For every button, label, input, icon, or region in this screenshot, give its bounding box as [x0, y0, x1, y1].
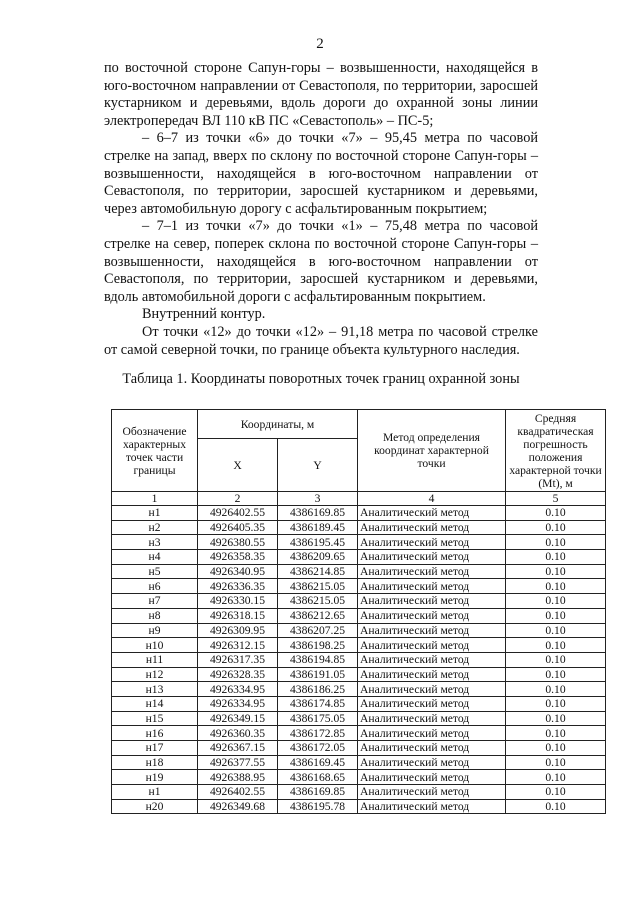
- y-coordinate-cell: 4386169.45: [278, 755, 358, 770]
- x-coordinate-cell: 4926312.15: [198, 638, 278, 653]
- y-coordinate-cell: 4386209.65: [278, 550, 358, 565]
- method-cell: Аналитический метод: [358, 755, 506, 770]
- y-coordinate-cell: 4386195.78: [278, 799, 358, 814]
- table-row: [112, 652, 606, 667]
- x-coordinate-cell: 4926317.35: [198, 652, 278, 667]
- x-coordinate-cell: 4926334.95: [198, 682, 278, 697]
- table-row: [112, 741, 606, 756]
- point-name-cell: н2: [112, 520, 198, 535]
- error-cell: 0.10: [506, 535, 606, 550]
- paragraph: по восточной стороне Сапун-горы – возвышенности, находящейся в юго-восточном направлении от Севастополя, по территории, заросшей кустарником и деревьями, вдоль дороги до охранной зоны линии электропередач ВЛ 110 кВ ПС «Севастополь» – ПС-5;: [104, 60, 538, 129]
- table-row: [112, 667, 606, 682]
- method-cell: Аналитический метод: [358, 726, 506, 741]
- x-coordinate-cell: 4926349.68: [198, 799, 278, 814]
- point-name-cell: н8: [112, 608, 198, 623]
- table-row: [112, 726, 606, 741]
- method-cell: Аналитический метод: [358, 638, 506, 653]
- header-y: Y: [278, 439, 358, 492]
- y-coordinate-cell: 4386215.05: [278, 579, 358, 594]
- y-coordinate-cell: 4386175.05: [278, 711, 358, 726]
- point-name-cell: н18: [112, 755, 198, 770]
- point-name-cell: н12: [112, 667, 198, 682]
- y-coordinate-cell: 4386195.45: [278, 535, 358, 550]
- point-name-cell: н11: [112, 652, 198, 667]
- x-coordinate-cell: 4926405.35: [198, 520, 278, 535]
- x-coordinate-cell: 4926309.95: [198, 623, 278, 638]
- y-coordinate-cell: 4386189.45: [278, 520, 358, 535]
- method-cell: Аналитический метод: [358, 594, 506, 609]
- method-cell: Аналитический метод: [358, 682, 506, 697]
- error-cell: 0.10: [506, 623, 606, 638]
- y-coordinate-cell: 4386191.05: [278, 667, 358, 682]
- point-name-cell: н3: [112, 535, 198, 550]
- point-name-cell: н9: [112, 623, 198, 638]
- table-row: [112, 623, 606, 638]
- y-coordinate-cell: 4386214.85: [278, 564, 358, 579]
- method-cell: Аналитический метод: [358, 550, 506, 565]
- error-cell: 0.10: [506, 608, 606, 623]
- point-name-cell: н1: [112, 506, 198, 521]
- table-row: [112, 799, 606, 814]
- table-row: [112, 755, 606, 770]
- table-row: [112, 638, 606, 653]
- paragraph: – 6–7 из точки «6» до точки «7» – 95,45 метра по часовой стрелке на запад, вверх по склону по восточной стороне Сапун-горы – возвышенности, находящейся в юго-восточном направлении от Севастополя, по территории, заросшей кустарником и деревьями, через автомобильную дорогу с асфальтированным покрытием;: [104, 130, 538, 217]
- header-error: Средняя квадратическая погрешность положения характерной точки (Mt), м: [506, 410, 606, 492]
- table-row: [112, 785, 606, 800]
- column-number: 5: [506, 492, 606, 506]
- error-cell: 0.10: [506, 770, 606, 785]
- point-name-cell: н16: [112, 726, 198, 741]
- coordinates-table: [111, 409, 606, 814]
- error-cell: 0.10: [506, 564, 606, 579]
- x-coordinate-cell: 4926340.95: [198, 564, 278, 579]
- y-coordinate-cell: 4386212.65: [278, 608, 358, 623]
- page-number: 2: [316, 36, 324, 52]
- column-number: 3: [278, 492, 358, 506]
- x-coordinate-cell: 4926380.55: [198, 535, 278, 550]
- table-row: [112, 608, 606, 623]
- header-x: X: [198, 439, 278, 492]
- method-cell: Аналитический метод: [358, 506, 506, 521]
- x-coordinate-cell: 4926360.35: [198, 726, 278, 741]
- error-cell: 0.10: [506, 638, 606, 653]
- y-coordinate-cell: 4386198.25: [278, 638, 358, 653]
- method-cell: Аналитический метод: [358, 535, 506, 550]
- point-name-cell: н7: [112, 594, 198, 609]
- point-name-cell: н10: [112, 638, 198, 653]
- error-cell: 0.10: [506, 579, 606, 594]
- table-row: [112, 770, 606, 785]
- method-cell: Аналитический метод: [358, 799, 506, 814]
- error-cell: 0.10: [506, 506, 606, 521]
- method-cell: Аналитический метод: [358, 785, 506, 800]
- error-cell: 0.10: [506, 520, 606, 535]
- header-designation: Обозначение характерных точек части границы: [112, 410, 198, 492]
- y-coordinate-cell: 4386186.25: [278, 682, 358, 697]
- table-row: [112, 594, 606, 609]
- column-number: 1: [112, 492, 198, 506]
- table-row: [112, 696, 606, 711]
- table-caption: Таблица 1. Координаты поворотных точек границ охранной зоны: [122, 371, 520, 387]
- x-coordinate-cell: 4926349.15: [198, 711, 278, 726]
- method-cell: Аналитический метод: [358, 608, 506, 623]
- error-cell: 0.10: [506, 652, 606, 667]
- x-coordinate-cell: 4926367.15: [198, 741, 278, 756]
- error-cell: 0.10: [506, 682, 606, 697]
- error-cell: 0.10: [506, 667, 606, 682]
- x-coordinate-cell: 4926377.55: [198, 755, 278, 770]
- paragraph: – 7–1 из точки «7» до точки «1» – 75,48 метра по часовой стрелке на север, поперек склона по восточной стороне Сапун-горы – возвышенности, находящейся в юго-восточном направлении от Севастополя, по территории, заросшей кустарником и деревьями, вдоль автомобильной дороги с асфальтированным покрытием.: [104, 218, 538, 305]
- y-coordinate-cell: 4386194.85: [278, 652, 358, 667]
- x-coordinate-cell: 4926318.15: [198, 608, 278, 623]
- point-name-cell: н17: [112, 741, 198, 756]
- point-name-cell: н5: [112, 564, 198, 579]
- paragraph: От точки «12» до точки «12» – 91,18 метра по часовой стрелке от самой северной точки, по границе объекта культурного наследия.: [104, 323, 538, 358]
- point-name-cell: н6: [112, 579, 198, 594]
- x-coordinate-cell: 4926328.35: [198, 667, 278, 682]
- header-method: Метод определения координат характерной точки: [358, 410, 506, 492]
- point-name-cell: н13: [112, 682, 198, 697]
- method-cell: Аналитический метод: [358, 623, 506, 638]
- y-coordinate-cell: 4386172.05: [278, 741, 358, 756]
- table-row: [112, 506, 606, 521]
- method-cell: Аналитический метод: [358, 667, 506, 682]
- point-name-cell: н4: [112, 550, 198, 565]
- error-cell: 0.10: [506, 799, 606, 814]
- method-cell: Аналитический метод: [358, 711, 506, 726]
- x-coordinate-cell: 4926358.35: [198, 550, 278, 565]
- x-coordinate-cell: 4926336.35: [198, 579, 278, 594]
- point-name-cell: н1: [112, 785, 198, 800]
- point-name-cell: н19: [112, 770, 198, 785]
- y-coordinate-cell: 4386168.65: [278, 770, 358, 785]
- paragraph: Внутренний контур.: [142, 306, 266, 323]
- table-body: [112, 506, 606, 814]
- y-coordinate-cell: 4386207.25: [278, 623, 358, 638]
- column-number: 4: [358, 492, 506, 506]
- y-coordinate-cell: 4386172.85: [278, 726, 358, 741]
- x-coordinate-cell: 4926388.95: [198, 770, 278, 785]
- table-row: [112, 682, 606, 697]
- error-cell: 0.10: [506, 711, 606, 726]
- table-row: [112, 579, 606, 594]
- method-cell: Аналитический метод: [358, 696, 506, 711]
- point-name-cell: н14: [112, 696, 198, 711]
- x-coordinate-cell: 4926330.15: [198, 594, 278, 609]
- y-coordinate-cell: 4386169.85: [278, 785, 358, 800]
- method-cell: Аналитический метод: [358, 520, 506, 535]
- method-cell: Аналитический метод: [358, 741, 506, 756]
- error-cell: 0.10: [506, 741, 606, 756]
- table-row: [112, 520, 606, 535]
- method-cell: Аналитический метод: [358, 652, 506, 667]
- error-cell: 0.10: [506, 726, 606, 741]
- column-numbers-row: [112, 492, 606, 506]
- table-row: [112, 711, 606, 726]
- y-coordinate-cell: 4386169.85: [278, 506, 358, 521]
- body-text: [104, 60, 538, 359]
- method-cell: Аналитический метод: [358, 579, 506, 594]
- error-cell: 0.10: [506, 594, 606, 609]
- header-coordinates: Координаты, м: [198, 410, 358, 439]
- column-number: 2: [198, 492, 278, 506]
- y-coordinate-cell: 4386174.85: [278, 696, 358, 711]
- table-row: [112, 535, 606, 550]
- error-cell: 0.10: [506, 550, 606, 565]
- x-coordinate-cell: 4926402.55: [198, 506, 278, 521]
- method-cell: Аналитический метод: [358, 564, 506, 579]
- table-row: [112, 564, 606, 579]
- error-cell: 0.10: [506, 755, 606, 770]
- x-coordinate-cell: 4926402.55: [198, 785, 278, 800]
- point-name-cell: н20: [112, 799, 198, 814]
- method-cell: Аналитический метод: [358, 770, 506, 785]
- error-cell: 0.10: [506, 696, 606, 711]
- error-cell: 0.10: [506, 785, 606, 800]
- y-coordinate-cell: 4386215.05: [278, 594, 358, 609]
- x-coordinate-cell: 4926334.95: [198, 696, 278, 711]
- point-name-cell: н15: [112, 711, 198, 726]
- table-row: [112, 550, 606, 565]
